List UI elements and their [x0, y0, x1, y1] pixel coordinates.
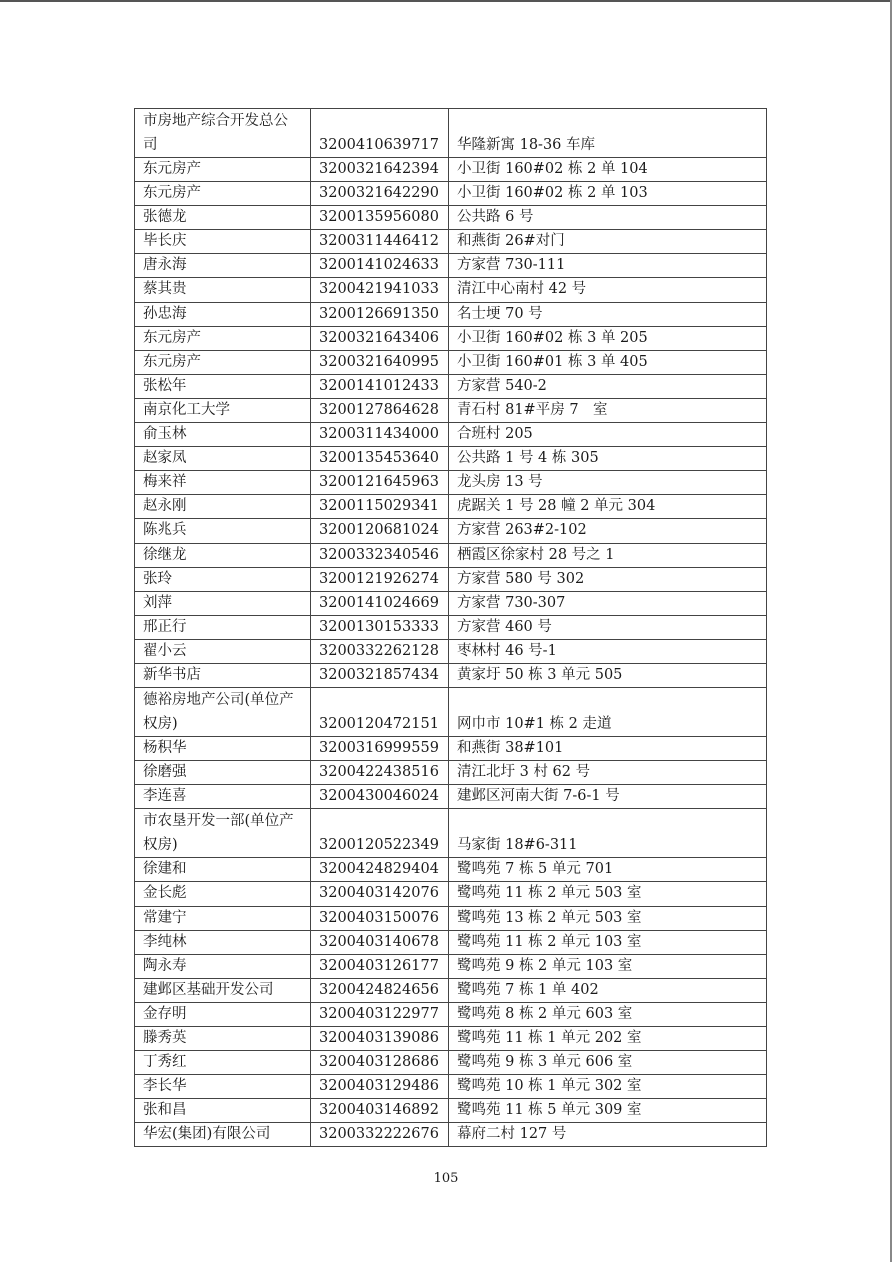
- address-cell: 鹭鸣苑 7 栋 5 单元 701: [449, 858, 767, 882]
- address-cell: 建邺区河南大街 7-6-1 号: [449, 785, 767, 809]
- account-cell: 3200120681024: [311, 519, 449, 543]
- table-row: [135, 785, 767, 809]
- table-row: [135, 158, 767, 182]
- table-row: [135, 350, 767, 374]
- table-row: [135, 109, 767, 158]
- name-cell: 华宏(集团)有限公司: [135, 1123, 311, 1147]
- address-cell: 方家营 730-307: [449, 591, 767, 615]
- address-cell: 小卫街 160#02 栋 2 单 104: [449, 158, 767, 182]
- name-cell: 徐建和: [135, 858, 311, 882]
- address-cell: 鹭鸣苑 9 栋 2 单元 103 室: [449, 954, 767, 978]
- address-cell: 合班村 205: [449, 423, 767, 447]
- name-cell: 南京化工大学: [135, 398, 311, 422]
- name-cell: 翟小云: [135, 639, 311, 663]
- name-cell: 丁秀红: [135, 1051, 311, 1075]
- address-cell: 方家营 730-111: [449, 254, 767, 278]
- page-number: 105: [433, 1171, 459, 1186]
- name-cell: 新华书店: [135, 663, 311, 687]
- account-cell: 3200126691350: [311, 302, 449, 326]
- table-row: [135, 809, 767, 858]
- address-cell: 名士埂 70 号: [449, 302, 767, 326]
- account-cell: 3200135453640: [311, 447, 449, 471]
- account-cell: 3200403140678: [311, 930, 449, 954]
- account-cell: 3200410639717: [311, 109, 449, 158]
- table-row: [135, 1002, 767, 1026]
- name-cell: 张和昌: [135, 1099, 311, 1123]
- name-cell: 徐磨强: [135, 761, 311, 785]
- name-cell: 滕秀英: [135, 1027, 311, 1051]
- name-cell: 张松年: [135, 374, 311, 398]
- table-row: [135, 615, 767, 639]
- name-cell: 德裕房地产公司(单位产权房): [135, 688, 311, 737]
- table-row: [135, 447, 767, 471]
- account-cell: 3200135956080: [311, 206, 449, 230]
- table-row: [135, 182, 767, 206]
- address-cell: 龙头房 13 号: [449, 471, 767, 495]
- records-table-body: [135, 109, 767, 1147]
- account-cell: 3200321642394: [311, 158, 449, 182]
- name-cell: 李连喜: [135, 785, 311, 809]
- account-cell: 3200130153333: [311, 615, 449, 639]
- account-cell: 3200424824656: [311, 978, 449, 1002]
- account-cell: 3200332340546: [311, 543, 449, 567]
- table-row: [135, 688, 767, 737]
- address-cell: 鹭鸣苑 11 栋 2 单元 103 室: [449, 930, 767, 954]
- address-cell: 华隆新寓 18-36 车库: [449, 109, 767, 158]
- address-cell: 小卫街 160#02 栋 2 单 103: [449, 182, 767, 206]
- table-row: [135, 1099, 767, 1123]
- address-cell: 青石村 81#平房 7 室: [449, 398, 767, 422]
- table-row: [135, 930, 767, 954]
- account-cell: 3200311434000: [311, 423, 449, 447]
- address-cell: 鹭鸣苑 13 栋 2 单元 503 室: [449, 906, 767, 930]
- account-cell: 3200321857434: [311, 663, 449, 687]
- name-cell: 东元房产: [135, 158, 311, 182]
- name-cell: 市农垦开发一部(单位产权房): [135, 809, 311, 858]
- table-row: [135, 639, 767, 663]
- table-row: [135, 326, 767, 350]
- table-row: [135, 882, 767, 906]
- name-cell: 建邺区基础开发公司: [135, 978, 311, 1002]
- name-cell: 毕长庆: [135, 230, 311, 254]
- name-cell: 赵家凤: [135, 447, 311, 471]
- address-cell: 鹭鸣苑 10 栋 1 单元 302 室: [449, 1075, 767, 1099]
- address-cell: 方家营 580 号 302: [449, 567, 767, 591]
- account-cell: 3200403139086: [311, 1027, 449, 1051]
- name-cell: 唐永海: [135, 254, 311, 278]
- name-cell: 杨积华: [135, 737, 311, 761]
- table-row: [135, 1027, 767, 1051]
- address-cell: 栖霞区徐家村 28 号之 1: [449, 543, 767, 567]
- account-cell: 3200311446412: [311, 230, 449, 254]
- address-cell: 公共路 1 号 4 栋 305: [449, 447, 767, 471]
- address-cell: 公共路 6 号: [449, 206, 767, 230]
- table-row: [135, 302, 767, 326]
- name-cell: 赵永刚: [135, 495, 311, 519]
- name-cell: 李长华: [135, 1075, 311, 1099]
- account-cell: 3200316999559: [311, 737, 449, 761]
- address-cell: 黄家圩 50 栋 3 单元 505: [449, 663, 767, 687]
- account-cell: 3200141024669: [311, 591, 449, 615]
- address-cell: 鹭鸣苑 8 栋 2 单元 603 室: [449, 1002, 767, 1026]
- records-table: [134, 108, 767, 1147]
- table-row: [135, 954, 767, 978]
- account-cell: 3200321643406: [311, 326, 449, 350]
- name-cell: 张德龙: [135, 206, 311, 230]
- address-cell: 方家营 460 号: [449, 615, 767, 639]
- account-cell: 3200403128686: [311, 1051, 449, 1075]
- address-cell: 鹭鸣苑 11 栋 2 单元 503 室: [449, 882, 767, 906]
- account-cell: 3200121926274: [311, 567, 449, 591]
- name-cell: 常建宁: [135, 906, 311, 930]
- table-row: [135, 519, 767, 543]
- address-cell: 清江中心南村 42 号: [449, 278, 767, 302]
- table-row: [135, 471, 767, 495]
- address-cell: 小卫街 160#01 栋 3 单 405: [449, 350, 767, 374]
- address-cell: 小卫街 160#02 栋 3 单 205: [449, 326, 767, 350]
- name-cell: 张玲: [135, 567, 311, 591]
- account-cell: 3200424829404: [311, 858, 449, 882]
- name-cell: 陈兆兵: [135, 519, 311, 543]
- table-row: [135, 230, 767, 254]
- account-cell: 3200141024633: [311, 254, 449, 278]
- account-cell: 3200120522349: [311, 809, 449, 858]
- account-cell: 3200403126177: [311, 954, 449, 978]
- name-cell: 梅来祥: [135, 471, 311, 495]
- name-cell: 东元房产: [135, 182, 311, 206]
- table-row: [135, 278, 767, 302]
- account-cell: 3200321640995: [311, 350, 449, 374]
- address-cell: 和燕街 26#对门: [449, 230, 767, 254]
- name-cell: 徐继龙: [135, 543, 311, 567]
- table-row: [135, 858, 767, 882]
- table-row: [135, 543, 767, 567]
- table-row: [135, 978, 767, 1002]
- address-cell: 和燕街 38#101: [449, 737, 767, 761]
- account-cell: 3200421941033: [311, 278, 449, 302]
- name-cell: 刘萍: [135, 591, 311, 615]
- account-cell: 3200332222676: [311, 1123, 449, 1147]
- account-cell: 3200403129486: [311, 1075, 449, 1099]
- table-row: [135, 1123, 767, 1147]
- address-cell: 方家营 263#2-102: [449, 519, 767, 543]
- address-cell: 方家营 540-2: [449, 374, 767, 398]
- table-row: [135, 663, 767, 687]
- name-cell: 蔡其贵: [135, 278, 311, 302]
- account-cell: 3200403122977: [311, 1002, 449, 1026]
- table-row: [135, 1051, 767, 1075]
- table-row: [135, 495, 767, 519]
- name-cell: 东元房产: [135, 350, 311, 374]
- name-cell: 孙忠海: [135, 302, 311, 326]
- name-cell: 陶永寿: [135, 954, 311, 978]
- name-cell: 东元房产: [135, 326, 311, 350]
- address-cell: 鹭鸣苑 7 栋 1 单 402: [449, 978, 767, 1002]
- account-cell: 3200403150076: [311, 906, 449, 930]
- table-row: [135, 423, 767, 447]
- account-cell: 3200121645963: [311, 471, 449, 495]
- name-cell: 俞玉林: [135, 423, 311, 447]
- address-cell: 鹭鸣苑 9 栋 3 单元 606 室: [449, 1051, 767, 1075]
- account-cell: 3200403146892: [311, 1099, 449, 1123]
- name-cell: 邢正行: [135, 615, 311, 639]
- table-row: [135, 567, 767, 591]
- name-cell: 金长彪: [135, 882, 311, 906]
- address-cell: 鹭鸣苑 11 栋 1 单元 202 室: [449, 1027, 767, 1051]
- table-row: [135, 398, 767, 422]
- table-row: [135, 206, 767, 230]
- account-cell: 3200120472151: [311, 688, 449, 737]
- table-row: [135, 254, 767, 278]
- address-cell: 清江北圩 3 村 62 号: [449, 761, 767, 785]
- address-cell: 幕府二村 127 号: [449, 1123, 767, 1147]
- account-cell: 3200403142076: [311, 882, 449, 906]
- top-border: [0, 0, 892, 2]
- table-row: [135, 906, 767, 930]
- name-cell: 金存明: [135, 1002, 311, 1026]
- address-cell: 枣林村 46 号-1: [449, 639, 767, 663]
- name-cell: 李纯林: [135, 930, 311, 954]
- table-row: [135, 374, 767, 398]
- table-row: [135, 761, 767, 785]
- account-cell: 3200332262128: [311, 639, 449, 663]
- table-row: [135, 591, 767, 615]
- account-cell: 3200321642290: [311, 182, 449, 206]
- account-cell: 3200141012433: [311, 374, 449, 398]
- address-cell: 马家街 18#6-311: [449, 809, 767, 858]
- address-cell: 鹭鸣苑 11 栋 5 单元 309 室: [449, 1099, 767, 1123]
- account-cell: 3200127864628: [311, 398, 449, 422]
- table-row: [135, 737, 767, 761]
- address-cell: 虎踞关 1 号 28 幢 2 单元 304: [449, 495, 767, 519]
- address-cell: 网巾市 10#1 栋 2 走道: [449, 688, 767, 737]
- account-cell: 3200115029341: [311, 495, 449, 519]
- name-cell: 市房地产综合开发总公司: [135, 109, 311, 158]
- table-row: [135, 1075, 767, 1099]
- account-cell: 3200430046024: [311, 785, 449, 809]
- account-cell: 3200422438516: [311, 761, 449, 785]
